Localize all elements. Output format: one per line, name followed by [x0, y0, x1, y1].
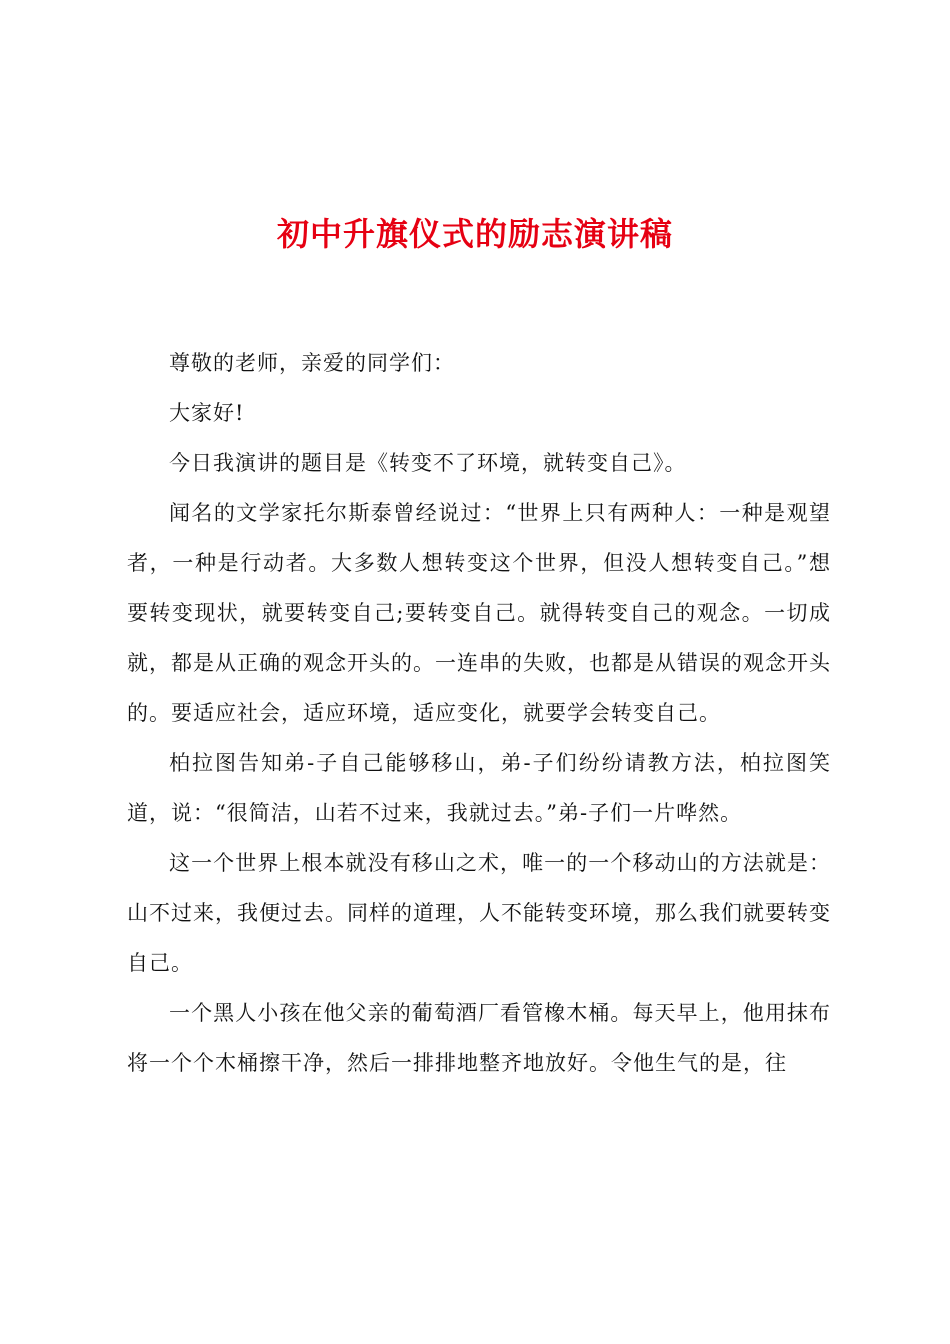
paragraph-tolstoy-quote: 闻名的文学家托尔斯泰曾经说过：“世界上只有两种人：一种是观望者，一种是行动者。大多数人想转变这个世界，但没人想转变自己。”想要转变现状，就要转变自己;要转变自己。就得转变自己的观念。一切成就，都是从正确的观念开头的。一连串的失败，也都是从错误的观念开头的。要适应社会，适应环境，适应变化，就要学会转变自己。 — [127, 501, 831, 725]
paragraph-salutation: 尊敬的老师，亲爱的同学们： — [169, 351, 455, 375]
paragraph-moving-mountain: 这一个世界上根本就没有移山之术，唯一的一个移动山的方法就是：山不过来，我便过去。同样的道理，人不能转变环境，那么我们就要转变自己。 — [127, 851, 831, 975]
paragraph-topic: 今日我演讲的题目是《转变不了环境，就转变自己》。 — [169, 451, 687, 475]
document-title: 初中升旗仪式的励志演讲稿 — [276, 215, 673, 253]
paragraph-winery-story: 一个黑人小孩在他父亲的葡萄酒厂看管橡木桶。每天早上，他用抹布将一个个木桶擦干净，然后一排排地整齐地放好。令他生气的是，往 — [127, 1001, 831, 1075]
paragraph-plato-story: 柏拉图告知弟-子自己能够移山，弟-子们纷纷请教方法，柏拉图笑道，说：“很简洁，山若不过来，我就过去。”弟-子们一片哗然。 — [127, 751, 831, 825]
paragraph-greeting: 大家好! — [169, 401, 245, 425]
document-body — [127, 338, 831, 1088]
